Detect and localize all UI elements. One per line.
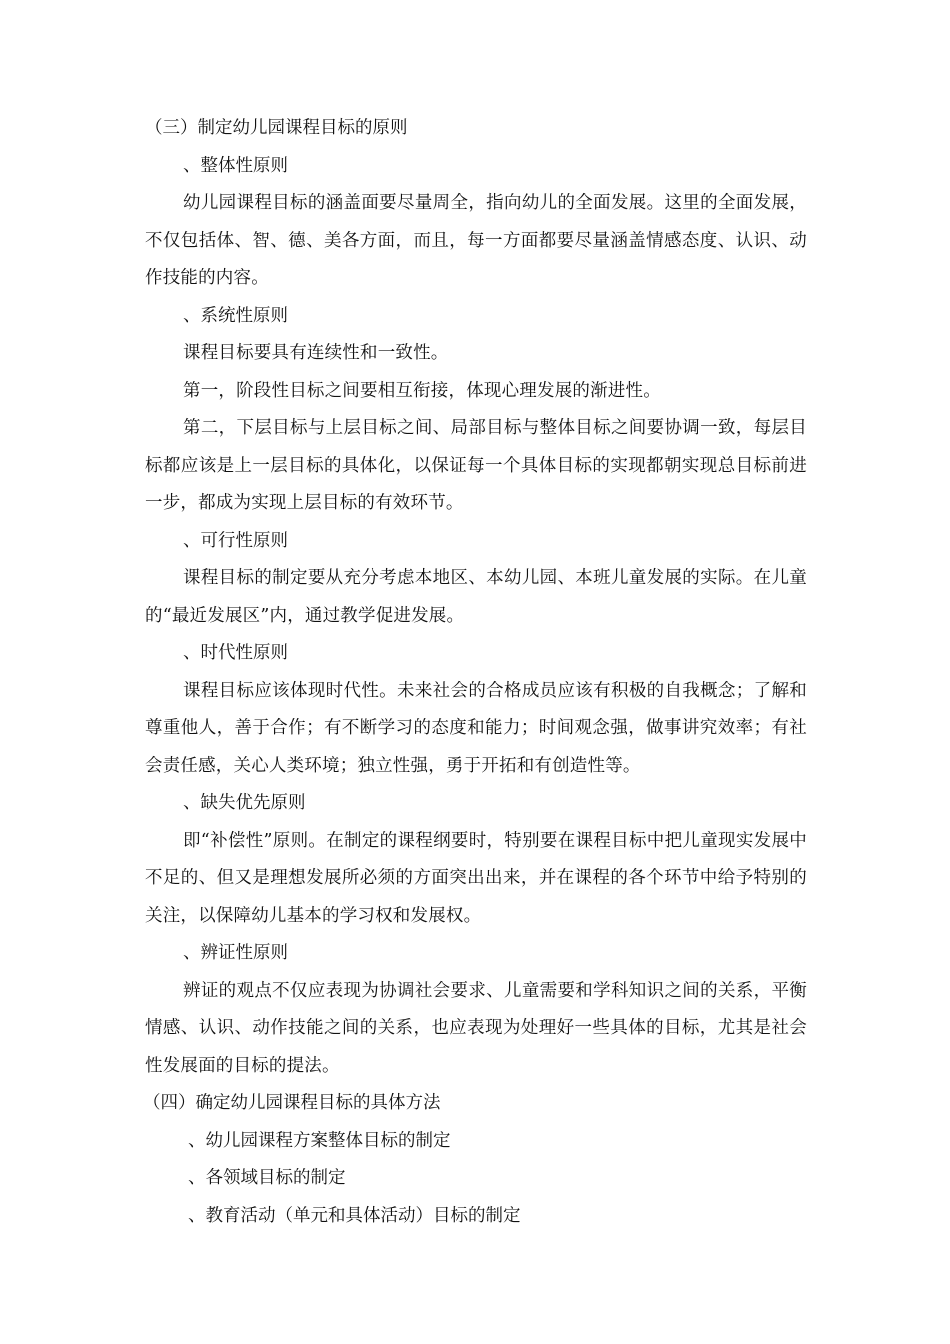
principle-5-paragraph-1: 即“补偿性”原则。在制定的课程纲要时，特别要在课程目标中把儿童现实发展中不足的、但又是理想发展所必须的方面突出出来，并在课程的各个环节中给予特别的关注，以保障幼儿基本的学习权和发展权。	[145, 830, 807, 926]
principle-3-title: 、可行性原则	[183, 530, 288, 551]
principle-1-paragraph-1: 幼儿园课程目标的涵盖面要尽量周全，指向幼儿的全面发展。这里的全面发展，不仅包括体、智、德、美各方面，而且，每一方面都要尽量涵盖情感态度、认识、动作技能的内容。	[145, 193, 807, 288]
method-item-1: 、幼儿园课程方案整体目标的制定	[188, 1130, 451, 1151]
method-item-2: 、各领域目标的制定	[188, 1168, 346, 1188]
section-4-heading: （四）确定幼儿园课程目标的具体方法	[143, 1093, 441, 1113]
principle-2-paragraph-1: 课程目标要具有连续性和一致性。	[183, 343, 449, 363]
principle-4-paragraph-1: 课程目标应该体现时代性。未来社会的合格成员应该有积极的自我概念；了解和尊重他人，善于合作；有不断学习的态度和能力；时间观念强，做事讲究效率；有社会责任感，关心人类环境；独立性强，勇于开拓和有创造性等。	[145, 680, 807, 776]
principle-6-paragraph-1: 辨证的观点不仅应表现为协调社会要求、儿童需要和学科知识之间的关系，平衡情感、认识、动作技能之间的关系，也应表现为处理好一些具体的目标，尤其是社会性发展面的目标的提法。	[145, 980, 807, 1076]
principle-6-title: 、辨证性原则	[183, 943, 288, 963]
principle-4-title: 、时代性原则	[183, 643, 288, 663]
method-item-3: 、教育活动（单元和具体活动）目标的制定	[188, 1205, 521, 1226]
principle-2-paragraph-3: 第二，下层目标与上层目标之间、局部目标与整体目标之间要协调一致，每层目标都应该是上一层目标的具体化，以保证每一个具体目标的实现都朝实现总目标前进一步，都成为实现上层目标的有效环节。	[145, 418, 807, 513]
section-3-heading: （三）制定幼儿园课程目标的原则	[145, 118, 408, 138]
principle-2-title: 、系统性原则	[183, 305, 288, 326]
principle-3-paragraph-1: 课程目标的制定要从充分考虑本地区、本幼儿园、本班儿童发展的实际。在儿童的“最近发展区”内，通过教学促进发展。	[145, 568, 807, 626]
document-body	[145, 110, 807, 1235]
principle-1-title: 、整体性原则	[183, 155, 288, 176]
principle-5-title: 、缺失优先原则	[183, 793, 306, 813]
principle-2-paragraph-2: 第一，阶段性目标之间要相互衔接，体现心理发展的渐进性。	[183, 380, 661, 401]
